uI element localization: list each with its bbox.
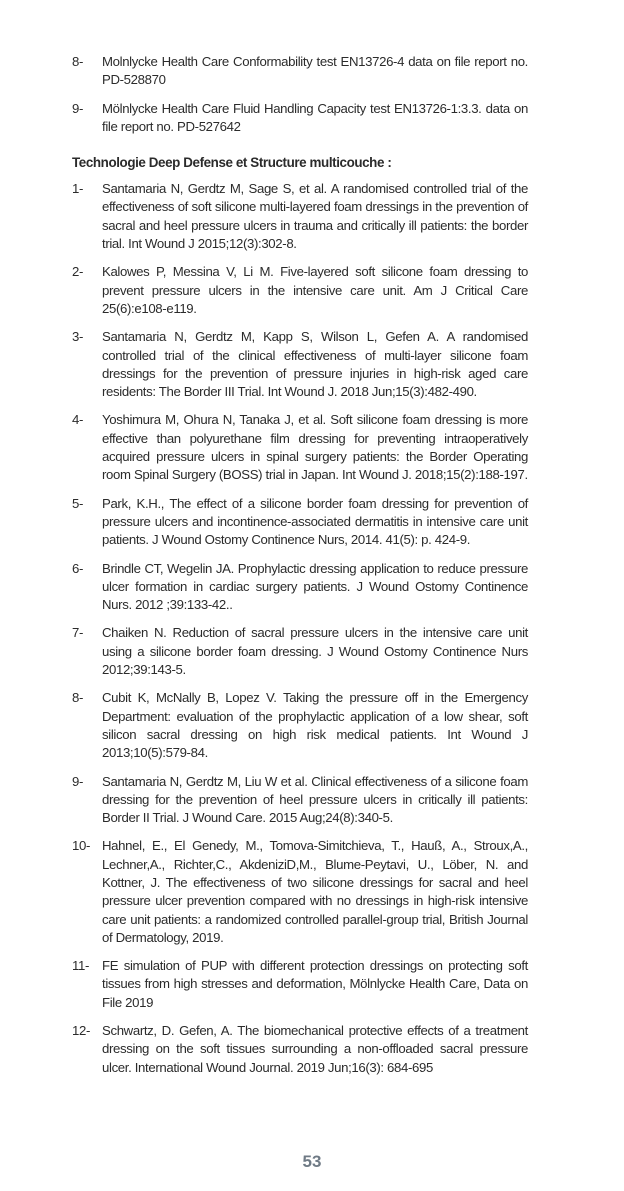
reference-text: Yoshimura M, Ohura N, Tanaka J, et al. Soft silicone foam dressing is more effective than polyurethane film dressing for preventing intraoperatively acquired pressure ulcers in spinal surgery patients: the Border Operating room Spinal Surgery (BOSS) trial in Japan. Int Wound J. 2018;15(2):188-197. — [102, 412, 528, 483]
reference-text: Cubit K, McNally B, Lopez V. Taking the pressure off in the Emergency Department: evaluation of the prophylactic application of a low shear, soft silicon sacral dressing on high risk medical patients. Int Wound J 2013;10(5):579-84. — [102, 690, 528, 761]
reference-number: 12- — [72, 1023, 91, 1039]
reference-number: 9- — [72, 773, 84, 789]
reference-text: Hahnel, E., El Genedy, M., Tomova-Simitchieva, T., Hauß, A., Stroux,A., Lechner,A., Richter,C., AkdeniziD,M., Blume-Peytavi, U., Löber, N. and Kottner, J. The effectiveness of two silicone dressings for sacral and heel pressure ulcer prevention compared with no dressings in high-risk intensive care unit patients: a randomized controlled parallel-group trial, British Journal of Dermatology, 2019. — [102, 838, 528, 945]
reference-text: FE simulation of PUP with different protection dressings on protecting soft tissues from high stresses and deformation, Mölnlycke Health Care, Data on File 2019 — [102, 958, 528, 1010]
reference-item — [72, 100, 528, 137]
section-reference-list — [72, 180, 528, 1077]
reference-number: 2- — [72, 264, 84, 280]
reference-text: Brindle CT, Wegelin JA. Prophylactic dressing application to reduce pressure ulcer formation in cardiac surgery patients. J Wound Ostomy Continence Nurs. 2012 ;39:133-42.. — [102, 560, 528, 613]
reference-item — [72, 837, 528, 947]
reference-text: Santamaria N, Gerdtz M, Kapp S, Wilson L, Gefen A. A randomised controlled trial of the clinical effectiveness of multi-layer silicone foam dressings for the prevention of pressure injuries in high-risk aged care residents: The Border III Trial. Int Wound J. 2018 Jun;15(3):482-490. — [102, 329, 528, 400]
reference-item — [72, 411, 528, 484]
reference-text: Kalowes P, Messina V, Li M. Five-layered soft silicone foam dressing to prevent pressure ulcers in the intensive care unit. Am J Critical Care 25(6):e108-e119. — [102, 264, 528, 316]
reference-number: 8- — [72, 54, 84, 69]
reference-number: 11- — [72, 958, 90, 974]
reference-number: 3- — [72, 329, 84, 345]
reference-item — [72, 624, 528, 679]
reference-item — [72, 1022, 528, 1077]
reference-item — [72, 957, 528, 1012]
reference-text: Schwartz, D. Gefen, A. The biomechanical protective effects of a treatment dressing on the soft tissues surrounding a non-offloaded sacral pressure ulcer. International Wound Journal. 2019 Jun;16(3): 684-695 — [102, 1023, 528, 1075]
reference-number: 1- — [72, 181, 84, 197]
reference-text: Santamaria N, Gerdtz M, Sage S, et al. A randomised controlled trial of the effectiveness of soft silicone multi-layered foam dressings in the prevention of sacral and heel pressure ulcers in trauma and critically ill patients: the border trial. Int Wound J 2015;12(3):302-8. — [102, 181, 528, 252]
reference-item — [72, 53, 528, 90]
reference-number: 4- — [72, 412, 84, 428]
reference-item — [72, 328, 528, 401]
top-reference-list — [72, 53, 528, 136]
reference-number: 7- — [72, 625, 84, 641]
reference-number: 8- — [72, 690, 84, 706]
reference-item — [72, 689, 528, 762]
page-number: 53 — [302, 1152, 322, 1171]
reference-number: 5- — [72, 495, 84, 511]
reference-text: Santamaria N, Gerdtz M, Liu W et al. Clinical effectiveness of a silicone foam dressing for the prevention of heel pressure ulcers in critically ill patients: Border II Trial. J Wound Care. 2015 Aug;24(8):340-5. — [102, 773, 528, 826]
reference-text: Molnlycke Health Care Conformability test EN13726-4 data on file report no. PD-528870 — [102, 54, 528, 88]
reference-item — [72, 495, 528, 550]
section-heading: Technologie Deep Defense et Structure multicouche : — [72, 155, 392, 171]
reference-item — [72, 180, 528, 253]
reference-number: 6- — [72, 560, 84, 576]
references-content — [72, 53, 528, 1087]
reference-number: 10- — [72, 838, 91, 854]
reference-text: Chaiken N. Reduction of sacral pressure ulcers in the intensive care unit using a silicone border foam dressing. J Wound Ostomy Continence Nurs 2012;39:143-5. — [102, 625, 528, 678]
reference-text: Park, K.H., The effect of a silicone border foam dressing for prevention of pressure ulcers and incontinence-associated dermatitis in intensive care unit patients. J Wound Ostomy Continence Nurs, 2014. 41(5): p. 424-9. — [102, 495, 528, 548]
reference-item — [72, 773, 528, 828]
reference-number: 9- — [72, 100, 84, 116]
reference-item — [72, 560, 528, 615]
reference-item — [72, 263, 528, 318]
reference-text: Mölnlycke Health Care Fluid Handling Capacity test EN13726-1:3.3. data on file report no. PD-527642 — [102, 100, 528, 134]
